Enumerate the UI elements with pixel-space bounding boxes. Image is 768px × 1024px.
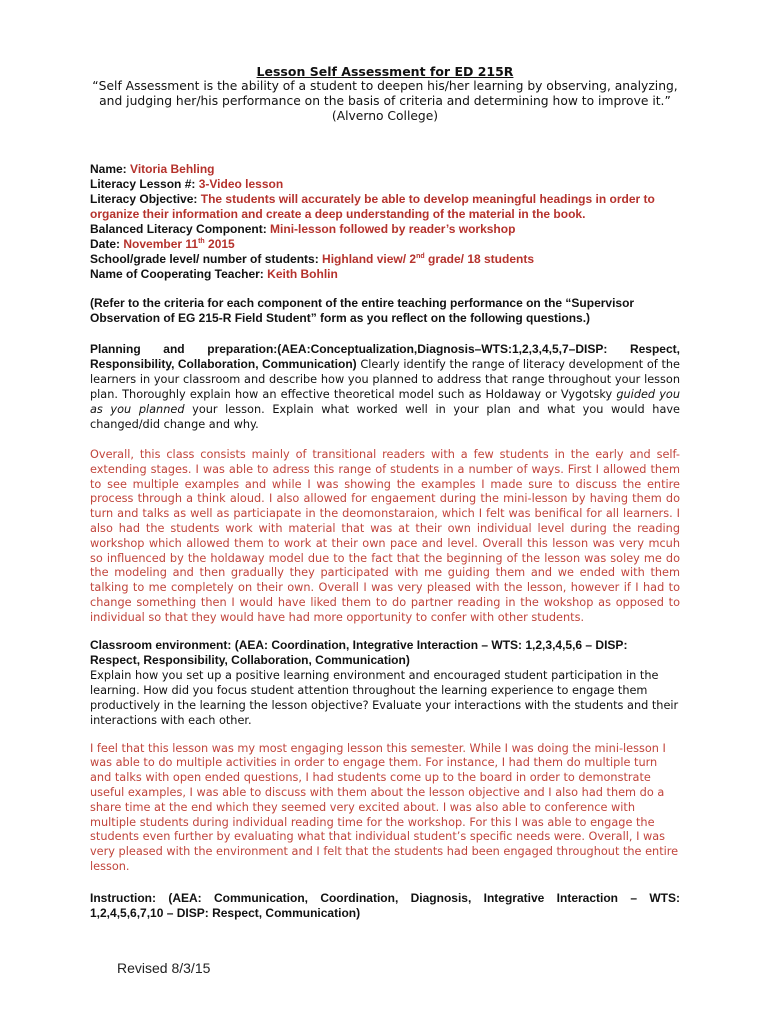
name-label: Name: (90, 162, 127, 176)
planning-response: Overall, this class consists mainly of transitional readers with a few students in the early and self-extending stages. I was able to adress this range of students in a number of ways. First I allowed them to see multiple examples and while I was showing the examples I made sure to discuss the entire process through a think aloud. I also allowed for engaement during the mini-lesson by having them do turn and talks as well as particiapate in the deomonstaraion, which I felt was benifical for all learners. I also had the students work with material that was at their own individual level during the reading workshop which allowed them to work at their own pace and level. Overall this lesson was very mcuh so influenced by the holdaway model due to the fact that the beginning of the lesson was soley me do the modeling and then gradually they participated with me guiding them and we ended with them talking to me completely on their own. Overall I was very pleased with the lesson, however if I had to change something then I would have liked them to do partner reading in the wokshop as opposed to individual so that they would have had more opportunity to confer with other students. (90, 448, 680, 624)
teacher-value: Keith Bohlin (267, 267, 338, 281)
component-label: Balanced Literacy Component: (90, 222, 267, 236)
objective-value: The students will accurately be able to develop meaningful headings in order to organize their information and create a deep understanding of the material in the book. (90, 192, 655, 221)
planning-prompt-b: your lesson. Explain what worked well in your plan and what you would have changed/did change and why. (90, 403, 681, 431)
objective-label: Literacy Objective: (90, 192, 198, 206)
planning-section (90, 342, 680, 432)
school-line (90, 252, 680, 267)
date-label: Date: (90, 237, 121, 251)
name-line (90, 162, 680, 177)
document-title: Lesson Self Assessment for ED 215R (256, 64, 514, 79)
planning-prompt-italic: guided you as you planned (90, 388, 681, 416)
self-assessment-quote: “Self Assessment is the ability of a student to deepen his/her learning by observing, analyzing, and judging her/his performance on the basis of criteria and determining how to improve it.” (Alverno College) (92, 79, 678, 123)
lesson-value: 3-Video lesson (198, 177, 284, 191)
revision-footer: Revised 8/3/15 (117, 960, 211, 976)
refer-note: (Refer to the criteria for each component of the entire teaching performance on the “Supervisor Observation of EG 215-R Field Student” form as you reflect on the following questions.) (90, 296, 635, 325)
lesson-line (90, 177, 680, 192)
component-line (90, 222, 680, 237)
name-value: Vitoria Behling (130, 162, 215, 176)
date-value: November 11th 2015 (123, 237, 235, 251)
school-value: Highland view/ 2nd grade/ 18 students (322, 252, 535, 266)
classroom-prompt: Explain how you set up a positive learning environment and encouraged student participation in the learning. How did you focus student attention throughout the learning experience to engage them productively in the learning the lesson objective? Evaluate your interactions with the students and their interactions with each other. (90, 668, 679, 727)
classroom-heading: Classroom environment: (AEA: Coordination, Integrative Interaction – WTS: 1,2,3,4,5,6 – DISP: Respect, Responsibility, Collaboration, Communication) (90, 637, 628, 667)
teacher-label: Name of Cooperating Teacher: (90, 267, 264, 281)
school-label: School/grade level/ number of students: (90, 252, 319, 266)
classroom-response: I feel that this lesson was my most engaging lesson this semester. While I was doing the mini-lesson I was able to do multiple activities in order to engage them. For instance, I had them do multiple turn and talks with open ended questions, I had students come up to the board in order to demonstrate useful examples, I was able to discuss with them about the lesson objective and I also had them do a share time at the end which they seemed very excited about. I was also able to conference with multiple students during individual reading time for the workshop. For this I was able to engage the students even further by evaluating what that individual student’s specific needs were. Overall, I was very pleased with the environment and I felt that the students had been engaged throughout the entire lesson. (90, 741, 679, 873)
date-line (90, 237, 680, 252)
lesson-label: Literacy Lesson #: (90, 177, 196, 191)
objective-line (90, 192, 680, 222)
instruction-heading: Instruction: (AEA: Communication, Coordination, Diagnosis, Integrative Interaction – WTS: 1,2,4,5,6,7,10 – DISP: Respect, Communication) (90, 890, 680, 920)
planning-prompt-a: Clearly identify the range of literacy development of the learners in your classroom and describe how you planned to address that range throughout your lesson plan. Thoroughly explain how an effective theoretical model such as Holdaway or Vygotsky (90, 358, 680, 401)
planning-heading: Planning and preparation:(AEA:Conceptualization,Diagnosis–WTS:1,2,3,4,5,7–DISP: Respect, Responsibility, Collaboration, Communication) (90, 342, 680, 371)
component-value: Mini-lesson followed by reader’s workshop (270, 222, 516, 236)
document-page (90, 64, 680, 921)
teacher-line (90, 267, 680, 282)
